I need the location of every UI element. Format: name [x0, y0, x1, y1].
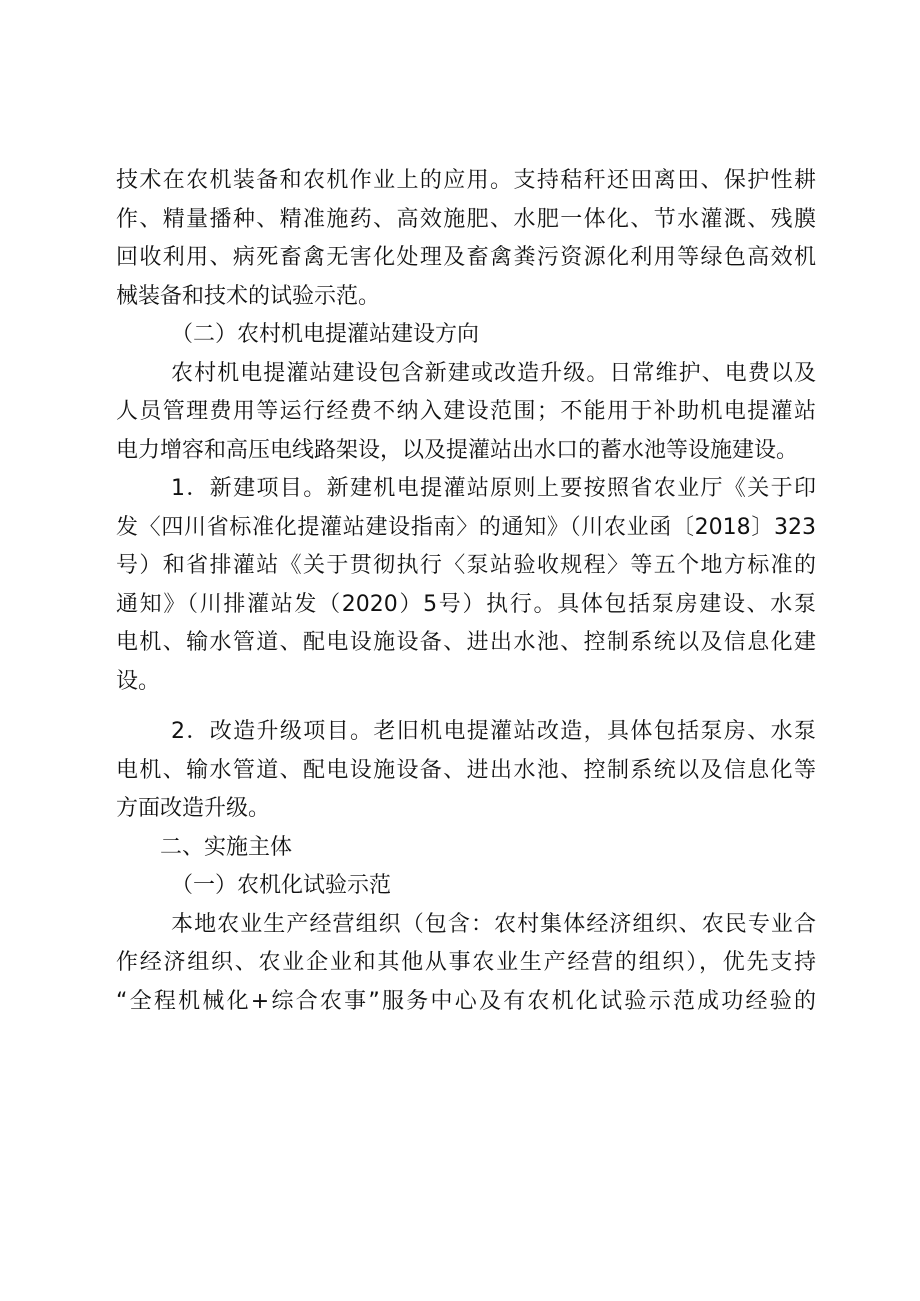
text-line: “全程机械化+综合农事”服务中心及有农机化试验示范成功经验的	[116, 988, 816, 1014]
text-line: 电力增容和高压电线路架设，以及提灌站出水口的蓄水池等设施建设。	[116, 437, 799, 463]
text-line: 电机、输水管道、配电设施设备、进出水池、控制系统以及信息化建	[116, 630, 816, 655]
text-line: 作经济组织、农业企业和其他从事农业生产经营的组织），优先支持	[116, 950, 816, 975]
text-line: 作、精量播种、精准施药、高效施肥、水肥一体化、节水灌溉、残膜	[116, 206, 816, 232]
heading-text: （二）农村机电提灌站建设方向	[171, 322, 480, 347]
text-line: 械装备和技术的试验示范。	[116, 283, 381, 309]
paragraph-upgrade-project	[116, 713, 816, 829]
paragraph-new-construction	[116, 470, 816, 701]
text-line: 农村机电提灌站建设包含新建或改造升级。日常维护、电费以及	[171, 360, 816, 386]
section-heading-irrigation-direction	[116, 316, 816, 355]
text-line: 方面改造升级。	[116, 796, 271, 821]
text-line: 通知》（川排灌站发（2020）5号）执行。具体包括泵房建设、水泵	[116, 591, 816, 617]
section-heading-implementation-subject	[116, 829, 816, 868]
text-line: 2．改造升级项目。老旧机电提灌站改造，具体包括泵房、水泵	[171, 719, 816, 744]
text-line: 发〈四川省标准化提灌站建设指南〉的通知》（川农业函〔2018〕323	[116, 514, 816, 540]
paragraph-irrigation-scope	[116, 355, 816, 471]
text-line: 号）和省排灌站《关于贯彻执行〈泵站验收规程〉等五个地方标准的	[116, 553, 816, 578]
section-heading-mechanization-trial	[116, 867, 816, 906]
text-line: 电机、输水管道、配电设施设备、进出水池、控制系统以及信息化等	[116, 757, 816, 783]
paragraph-application-support	[116, 162, 816, 316]
text-line: 人员管理费用等运行经费不纳入建设范围；不能用于补助机电提灌站	[116, 399, 816, 424]
document-body	[116, 162, 816, 1021]
text-line: 技术在农机装备和农机作业上的应用。支持秸秆还田离田、保护性耕	[116, 168, 816, 193]
paragraph-local-organizations	[116, 906, 816, 1022]
text-line: 本地农业生产经营组织（包含：农村集体经济组织、农民专业合	[171, 911, 816, 937]
text-line: 回收利用、病死畜禽无害化处理及畜禽粪污资源化利用等绿色高效机	[116, 245, 816, 270]
text-line: 设。	[116, 668, 161, 694]
heading-text: （一）农机化试验示范	[171, 873, 392, 898]
text-line: 1．新建项目。新建机电提灌站原则上要按照省农业厅《关于印	[171, 476, 816, 501]
heading-text: 二、实施主体	[160, 834, 293, 860]
